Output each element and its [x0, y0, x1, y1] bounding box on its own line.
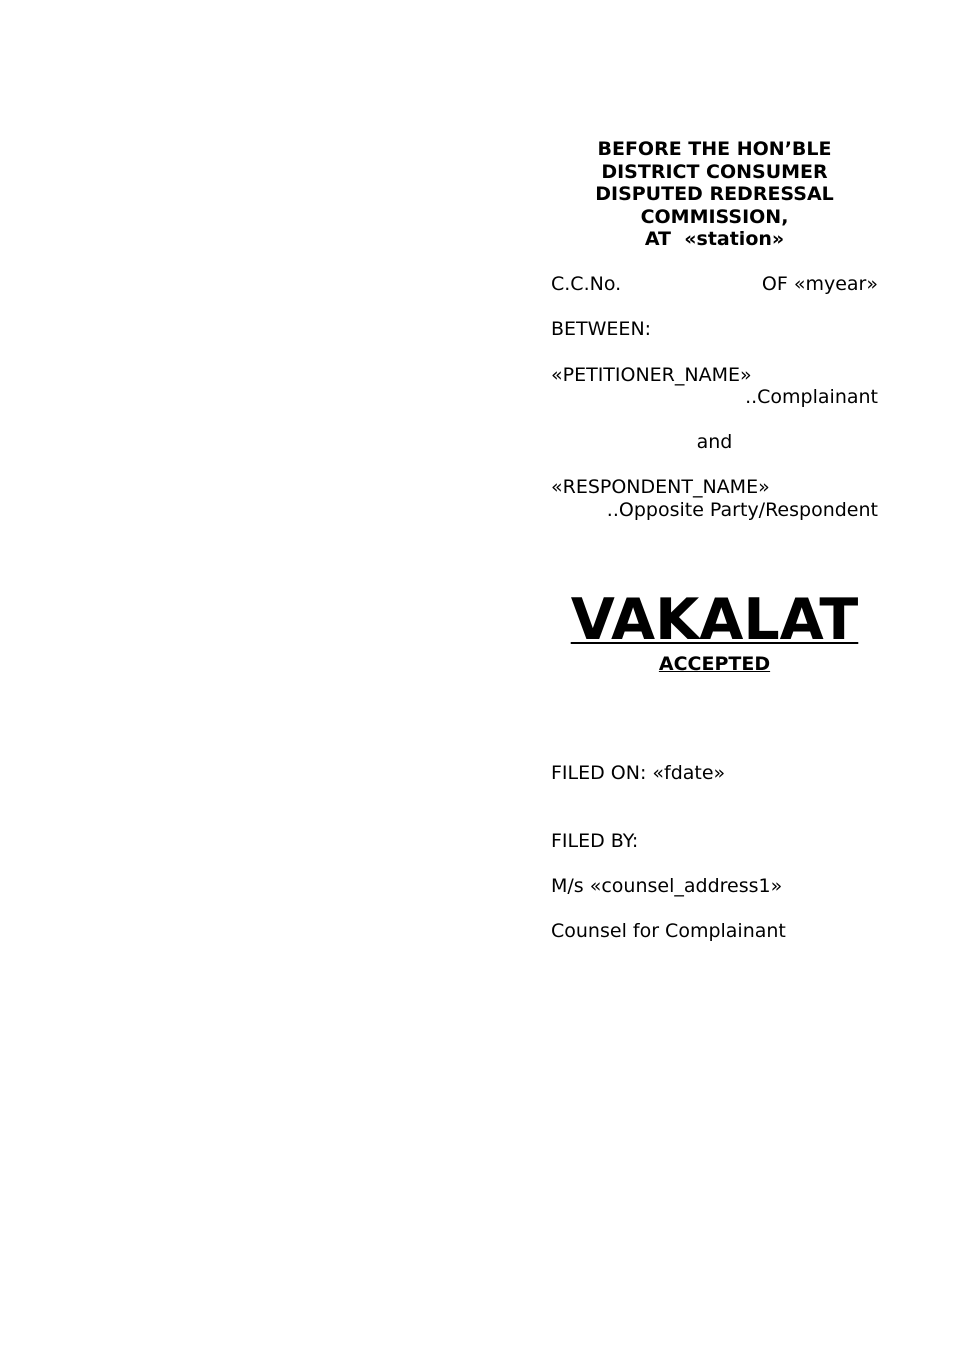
counsel-name: M/s «counsel_address1» [551, 875, 783, 897]
case-year: OF «myear» [761, 273, 878, 295]
case-number-row [551, 273, 878, 296]
document-title: VAKALAT [570, 587, 859, 653]
heading-line-1: BEFORE THE HON’BLE [597, 138, 832, 160]
respondent-name: «RESPONDENT_NAME» [551, 476, 770, 498]
document-subtitle: ACCEPTED [658, 653, 771, 675]
heading-line-2: DISTRICT CONSUMER [601, 160, 828, 183]
heading-line-3: DISPUTED REDRESSAL [595, 183, 834, 205]
filed-on: FILED ON: «fdate» [551, 762, 726, 784]
between-label: BETWEEN: [551, 318, 652, 340]
court-heading [551, 138, 878, 251]
and-label: and [696, 431, 733, 453]
heading-line-5: AT «station» [644, 228, 785, 250]
case-number-label: C.C.No. [551, 273, 622, 295]
petitioner-name: «PETITIONER_NAME» [551, 364, 752, 386]
counsel-for: Counsel for Complainant [551, 920, 786, 942]
heading-line-4: COMMISSION, [640, 205, 789, 228]
petitioner-role: ..Complainant [745, 386, 878, 408]
respondent-role: ..Opposite Party/Respondent [606, 499, 878, 521]
filed-by: FILED BY: [551, 830, 639, 852]
